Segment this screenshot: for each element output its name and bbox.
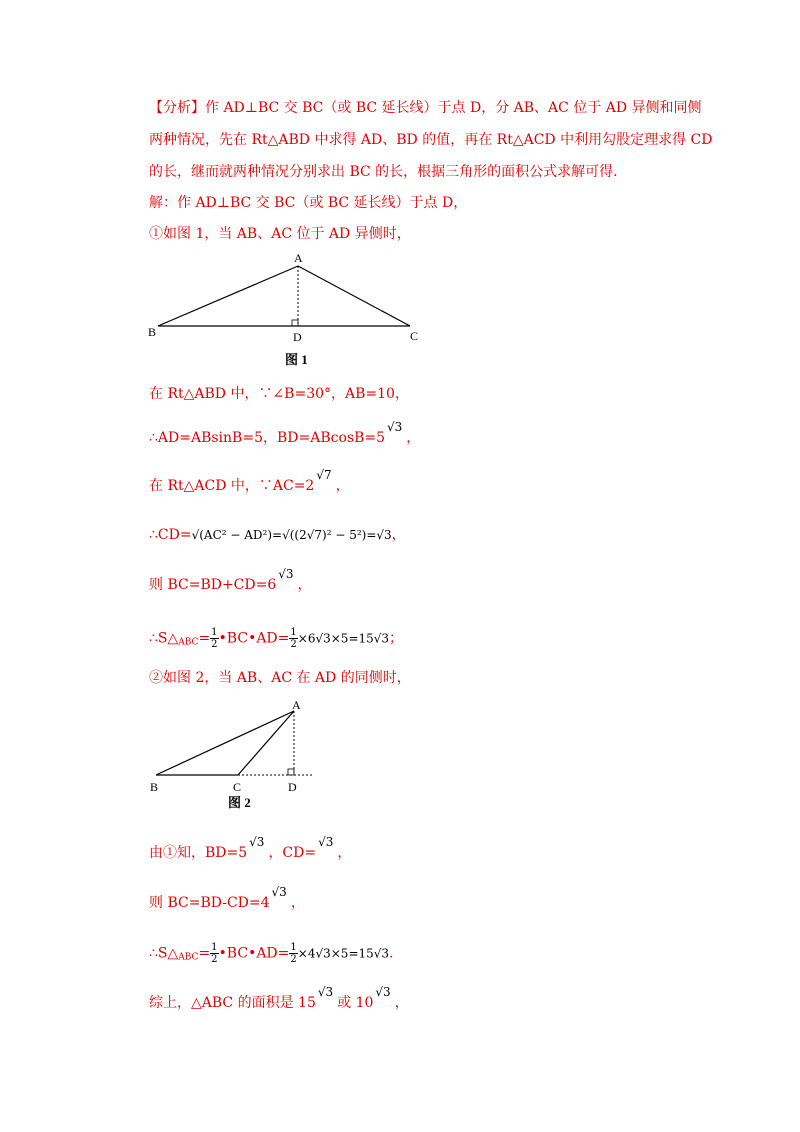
fig1-side-ac (298, 266, 410, 326)
analysis-line-3: 的长，继而就两种情况分别求出 BC 的长，根据三角形的面积公式求解可得. (149, 164, 618, 180)
fig1-label-d: D (293, 330, 302, 344)
fig1-label-a: A (294, 251, 303, 265)
fig1-side-ab (158, 266, 298, 326)
case2-title: ②如图 2，当 AB、AC 在 AD 的同侧时， (149, 670, 411, 686)
fig2-side-ab (156, 711, 294, 775)
conclusion: 综上，△ABC 的面积是 15√3或 10√3， (149, 985, 409, 1011)
fraction-half: $\frac{1}{2}$ (211, 942, 218, 965)
fig2-label-c: C (233, 780, 242, 794)
fraction-half: $\frac{1}{2}$ (211, 627, 218, 650)
fraction-half: $\frac{1}{2}$ (290, 627, 297, 650)
fig2-caption: 图 2 (228, 795, 251, 810)
fig1-label-c: C (410, 329, 419, 343)
fig1-right-angle-mark (292, 320, 298, 326)
case1-title: ①如图 1，当 AB、AC 位于 AD 异侧时， (149, 226, 411, 242)
fraction-half: $\frac{1}{2}$ (290, 942, 297, 965)
step-7: 由①知，BD=5√3，CD=√3， (149, 835, 352, 861)
fig2-label-a: A (292, 698, 301, 712)
step-2: ∴AD=ABsinB=5，BD=ABcosB=5√3， (149, 420, 421, 446)
analysis-tag: 【分析】 (149, 100, 205, 116)
analysis-line-1: 【分析】作 AD⊥BC 交 BC（或 BC 延长线）于点 D，分 AB、AC 位于 AD 异侧和同侧 (149, 100, 702, 116)
fig2-label-b: B (150, 780, 159, 794)
sqrt3-sup: √3 (387, 420, 403, 434)
step-3: 在 Rt△ACD 中，∵AC=2√7， (149, 468, 350, 494)
step-9: $\therefore S\triangle_{ABC}=$ $\frac{1}{2}$ •BC•AD= $\frac{1}{2}$ ×4√3×5=15√3. (149, 942, 394, 965)
step-1: 在 Rt△ABD 中，∵∠B=30°，AB=10， (149, 386, 409, 402)
fig1-caption: 图 1 (285, 352, 308, 367)
figure-2-triangle (140, 697, 340, 811)
analysis-line-2: 两种情况，先在 Rt△ABD 中求得 AD、BD 的值，再在 Rt△ACD 中利用勾股定理求得 CD (149, 132, 713, 148)
fig2-side-ac (238, 711, 294, 775)
solution-intro: 解：作 AD⊥BC 交 BC（或 BC 延长线）于点 D， (149, 195, 468, 211)
sqrt7-sup: √7 (316, 468, 332, 482)
figure-1-triangle (140, 250, 440, 372)
radical-expr-2: =√((2√7)² − 5²) (272, 528, 367, 542)
fig1-label-b: B (148, 325, 157, 339)
fig2-right-angle-mark (288, 769, 294, 775)
step-6: $\therefore S\triangle_{ABC}=$ $\frac{1}{2}$ •BC•AD= $\frac{1}{2}$ ×6√3×5=15√3； (149, 627, 404, 650)
step-4: ∴CD=√(AC² − AD²)=√((2√7)² − 5²)=√3， (149, 527, 406, 543)
fig2-label-d: D (288, 780, 297, 794)
step-8: 则 BC=BD-CD=4√3， (149, 885, 305, 911)
radical-expr-3: =√3 (366, 528, 392, 542)
step-5: 则 BC=BD+CD=6√3， (149, 567, 312, 593)
radical-expr-1: √(AC² − AD²) (191, 528, 273, 542)
